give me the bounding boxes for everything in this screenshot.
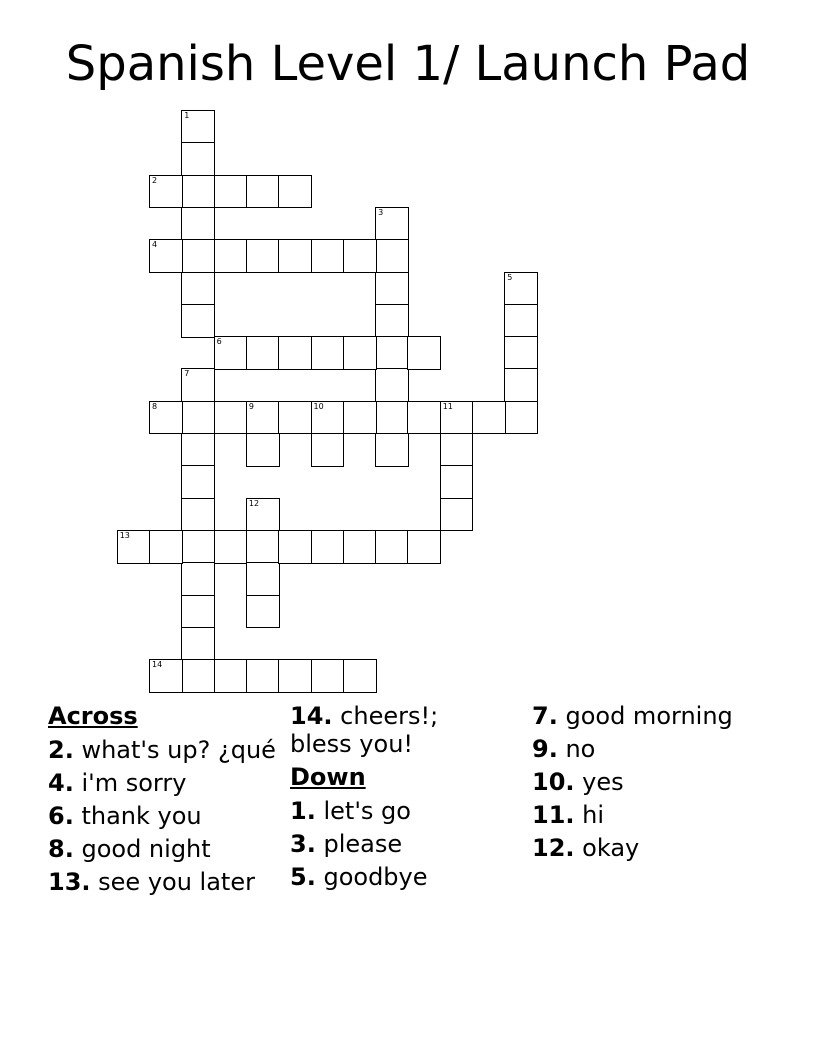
grid-cell xyxy=(311,659,345,693)
grid-cell xyxy=(343,659,377,693)
grid-cell xyxy=(343,336,377,370)
grid-cell xyxy=(440,465,474,499)
clue-number-label: 14 xyxy=(152,660,163,670)
clue-number-label: 8 xyxy=(152,401,158,411)
grid-cell xyxy=(181,110,215,144)
grid-cell xyxy=(181,239,215,273)
down-clue-9: 9. no xyxy=(532,735,596,763)
grid-cell xyxy=(214,239,248,273)
grid-cell xyxy=(375,207,409,241)
clue-number-label: 10 xyxy=(313,401,324,411)
grid-cell xyxy=(375,304,409,338)
clue-number-label: 2 xyxy=(152,175,158,185)
grid-cell xyxy=(407,401,441,435)
grid-cell xyxy=(149,239,183,273)
page-title: Spanish Level 1/ Launch Pad xyxy=(65,36,751,92)
grid-cell xyxy=(214,401,248,435)
grid-cell xyxy=(504,336,538,370)
grid-cell xyxy=(278,659,312,693)
grid-cell xyxy=(214,659,248,693)
across-clue-6: 6. thank you xyxy=(48,802,202,830)
grid-cell xyxy=(311,433,345,467)
grid-cell xyxy=(181,175,215,209)
grid-cell xyxy=(181,530,215,564)
down-clue-7: 7. good morning xyxy=(532,702,733,730)
across-heading: Across xyxy=(48,702,138,730)
grid-cell xyxy=(343,239,377,273)
grid-cell xyxy=(504,272,538,306)
down-clue-11: 11. hi xyxy=(532,801,605,829)
grid-cell xyxy=(149,659,183,693)
grid-cell xyxy=(214,175,248,209)
grid-cell xyxy=(246,239,280,273)
down-clue-10: 10. yes xyxy=(532,768,624,796)
across-clue-14: 14. cheers!; bless you! xyxy=(290,702,439,758)
down-clue-12: 12. okay xyxy=(532,834,640,862)
down-clue-5: 5. goodbye xyxy=(290,863,428,891)
grid-cell xyxy=(440,401,474,435)
grid-cell xyxy=(246,433,280,467)
grid-cell xyxy=(246,498,280,532)
grid-cell xyxy=(375,336,409,370)
grid-cell xyxy=(343,401,377,435)
grid-cell xyxy=(181,433,215,467)
clue-number-label: 11 xyxy=(442,401,453,411)
grid-cell xyxy=(181,401,215,435)
clue-number-label: 4 xyxy=(152,240,158,250)
grid-cell xyxy=(149,530,183,564)
grid-cell xyxy=(246,336,280,370)
grid-cell xyxy=(311,401,345,435)
grid-cell xyxy=(375,368,409,402)
grid-cell xyxy=(214,530,248,564)
grid-cell xyxy=(375,433,409,467)
grid-cell xyxy=(181,498,215,532)
clue-number-label: 12 xyxy=(248,498,260,508)
clue-number-label: 1 xyxy=(184,111,190,120)
clue-column-1 xyxy=(48,702,280,901)
grid-cell xyxy=(246,175,280,209)
grid-cell xyxy=(375,272,409,306)
grid-cell xyxy=(343,530,377,564)
grid-cell xyxy=(149,175,183,209)
grid-cell xyxy=(407,336,441,370)
grid-cell xyxy=(117,530,151,564)
grid-cell xyxy=(311,530,345,564)
down-heading: Down xyxy=(290,763,366,791)
across-clue-4: 4. i'm sorry xyxy=(48,769,187,797)
clue-number-label: 3 xyxy=(378,207,384,217)
clue-number-label: 13 xyxy=(119,530,130,540)
grid-cell xyxy=(181,659,215,693)
grid-cell xyxy=(149,401,183,435)
down-clue-1: 1. let's go xyxy=(290,797,411,825)
across-clue-8: 8. good night xyxy=(48,835,211,863)
grid-cell xyxy=(181,304,215,338)
grid-cell xyxy=(440,498,474,532)
across-clue-2: 2. what's up? ¿qué xyxy=(48,736,276,764)
grid-cell xyxy=(375,239,409,273)
down-clue-3: 3. please xyxy=(290,830,403,858)
across-clue-13: 13. see you later xyxy=(48,868,255,896)
grid-cell xyxy=(504,401,538,435)
grid-cell xyxy=(504,304,538,338)
grid-cell xyxy=(246,659,280,693)
clue-column-2 xyxy=(290,702,500,896)
grid-cell xyxy=(504,368,538,402)
grid-cell xyxy=(278,175,312,209)
clue-number-label: 5 xyxy=(507,272,513,282)
grid-cell xyxy=(278,336,312,370)
grid-cell xyxy=(246,530,280,564)
grid-cell xyxy=(278,401,312,435)
grid-cell xyxy=(181,207,215,241)
grid-cell xyxy=(311,336,345,370)
grid-cell xyxy=(214,336,248,370)
grid-cell xyxy=(181,272,215,306)
clue-column-3 xyxy=(532,702,742,867)
grid-cell xyxy=(440,433,474,467)
grid-cell xyxy=(278,530,312,564)
grid-cell xyxy=(311,239,345,273)
grid-cell xyxy=(181,562,215,596)
grid-cell xyxy=(278,239,312,273)
grid-cell xyxy=(246,401,280,435)
clue-number-label: 6 xyxy=(216,337,222,347)
grid-cell xyxy=(407,530,441,564)
grid-cell xyxy=(375,401,409,435)
grid-cell xyxy=(181,627,215,661)
grid-cell xyxy=(375,530,409,564)
clue-number-label: 7 xyxy=(184,369,190,379)
grid-cell xyxy=(181,142,215,176)
grid-cell xyxy=(181,595,215,629)
grid-cell xyxy=(181,368,215,402)
grid-cell xyxy=(472,401,506,435)
grid-cell xyxy=(246,562,280,596)
grid-cell xyxy=(181,465,215,499)
grid-cell xyxy=(246,595,280,629)
clue-number-label: 9 xyxy=(248,401,254,411)
